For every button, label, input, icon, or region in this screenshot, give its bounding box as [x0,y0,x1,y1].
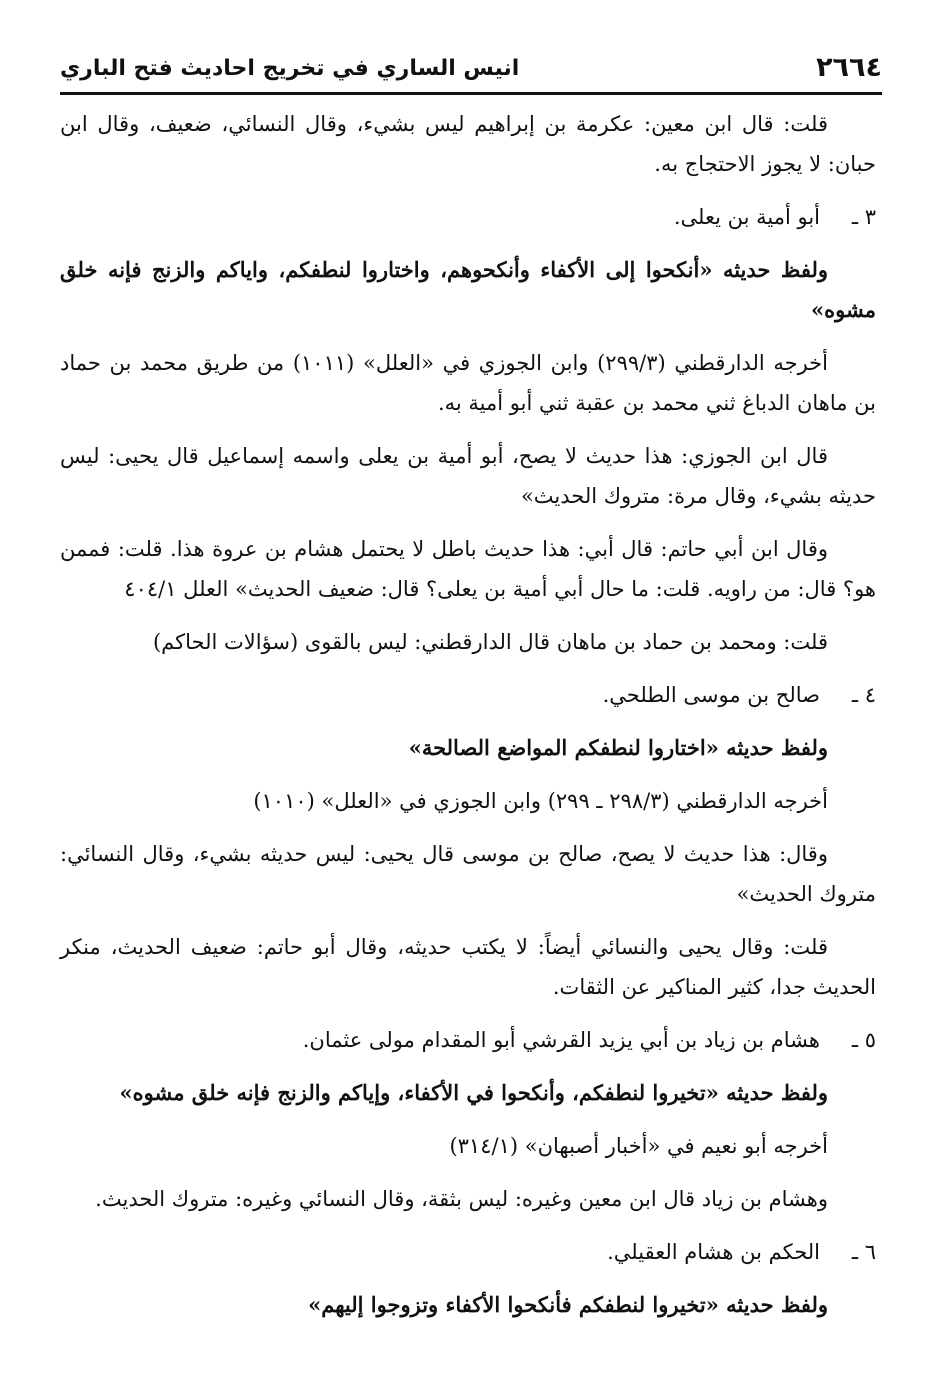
hadith-text: ولفظ حديثه «اختاروا لنطفكم المواضع الصالحة» [408,735,828,760]
page-body [60,104,876,1325]
page-number: ٢٦٦٤ [816,52,882,83]
paragraph-10: وقال: هذا حديث لا يصح، صالح بن موسى قال يحيى: ليس حديثه بشيء، وقال النسائي: متروك الحديث» [60,842,876,906]
running-header [60,52,882,95]
hadith-text: ولفظ حديثه «أنكحوا إلى الأكفاء وأنكحوهم، واختاروا لنطفكم، واياكم والزنج فإنه خلق مشوه» [60,257,876,322]
hadith-text: ولفظ حديثه «تخيروا لنطفكم، وأنكحوا في الأكفاء، وإياكم والزنج فإنه خلق مشوه» [119,1080,828,1105]
item-number: ٥ ـ [851,1028,876,1052]
paragraph-11: قلت: وقال يحيى والنسائي أيضاً: لا يكتب حديثه، وقال أبو حاتم: ضعيف الحديث، منكر الحديث جدا، كثير المناكير عن الثقات. [60,935,876,999]
book-title: انيس الساري في تخريج احاديث فتح الباري [60,56,520,81]
paragraph-6: قلت: ومحمد بن حماد بن ماهان قال الدارقطني: ليس بالقوى (سؤالات الحاكم) [152,630,828,654]
item-number: ٤ ـ [851,683,876,707]
paragraph-9: أخرجه الدارقطني (٢٩٨/٣ ـ ٢٩٩) وابن الجوزي في «العلل» (١٠١٠) [253,789,828,813]
narrator-name: الحكم بن هشام العقيلي. [607,1240,820,1264]
paragraph-14: أخرجه أبو نعيم في «أخبار أصبهان» (٣١٤/١) [449,1134,828,1158]
paragraph-15: وهشام بن زياد قال ابن معين وغيره: ليس بثقة، وقال النسائي وغيره: متروك الحديث. [95,1187,828,1211]
narrator-item-4 [60,675,876,715]
paragraph-5: وقال ابن أبي حاتم: قال أبي: هذا حديث باطل لا يحتمل هشام بن عروة هذا. قلت: فممن هو؟ قال: من راويه. قلت: ما حال أبي أمية بن يعلى؟ قال: ضعيف الحديث» العلل ٤٠٤/١ [60,537,876,601]
item-number: ٦ ـ [851,1240,876,1264]
narrator-name: هشام بن زياد بن أبي يزيد القرشي أبو المقدام مولى عثمان. [302,1028,820,1052]
narrator-item-5 [60,1020,876,1060]
item-number: ٣ ـ [851,205,876,229]
narrator-item-6 [60,1232,876,1272]
paragraph-0: قلت: قال ابن معين: عكرمة بن إبراهيم ليس بشيء، وقال النسائي، ضعيف، وقال ابن حبان: لا يجوز الاحتجاج به. [60,112,876,176]
narrator-item-3 [60,197,876,237]
paragraph-3: أخرجه الدارقطني (٢٩٩/٣) وابن الجوزي في «العلل» (١٠١١) من طريق محمد بن حماد بن ماهان الدباغ ثني محمد بن عقبة ثني أبو أمية به. [60,351,876,415]
hadith-text: ولفظ حديثه «تخيروا لنطفكم فأنكحوا الأكفاء وتزوجوا إليهم» [308,1292,828,1317]
paragraph-4: قال ابن الجوزي: هذا حديث لا يصح، أبو أمية بن يعلى واسمه إسماعيل قال يحيى: ليس حديثه بشيء، وقال مرة: متروك الحديث» [60,444,876,508]
narrator-name: أبو أمية بن يعلى. [673,205,820,229]
narrator-name: صالح بن موسى الطلحي. [602,683,820,707]
